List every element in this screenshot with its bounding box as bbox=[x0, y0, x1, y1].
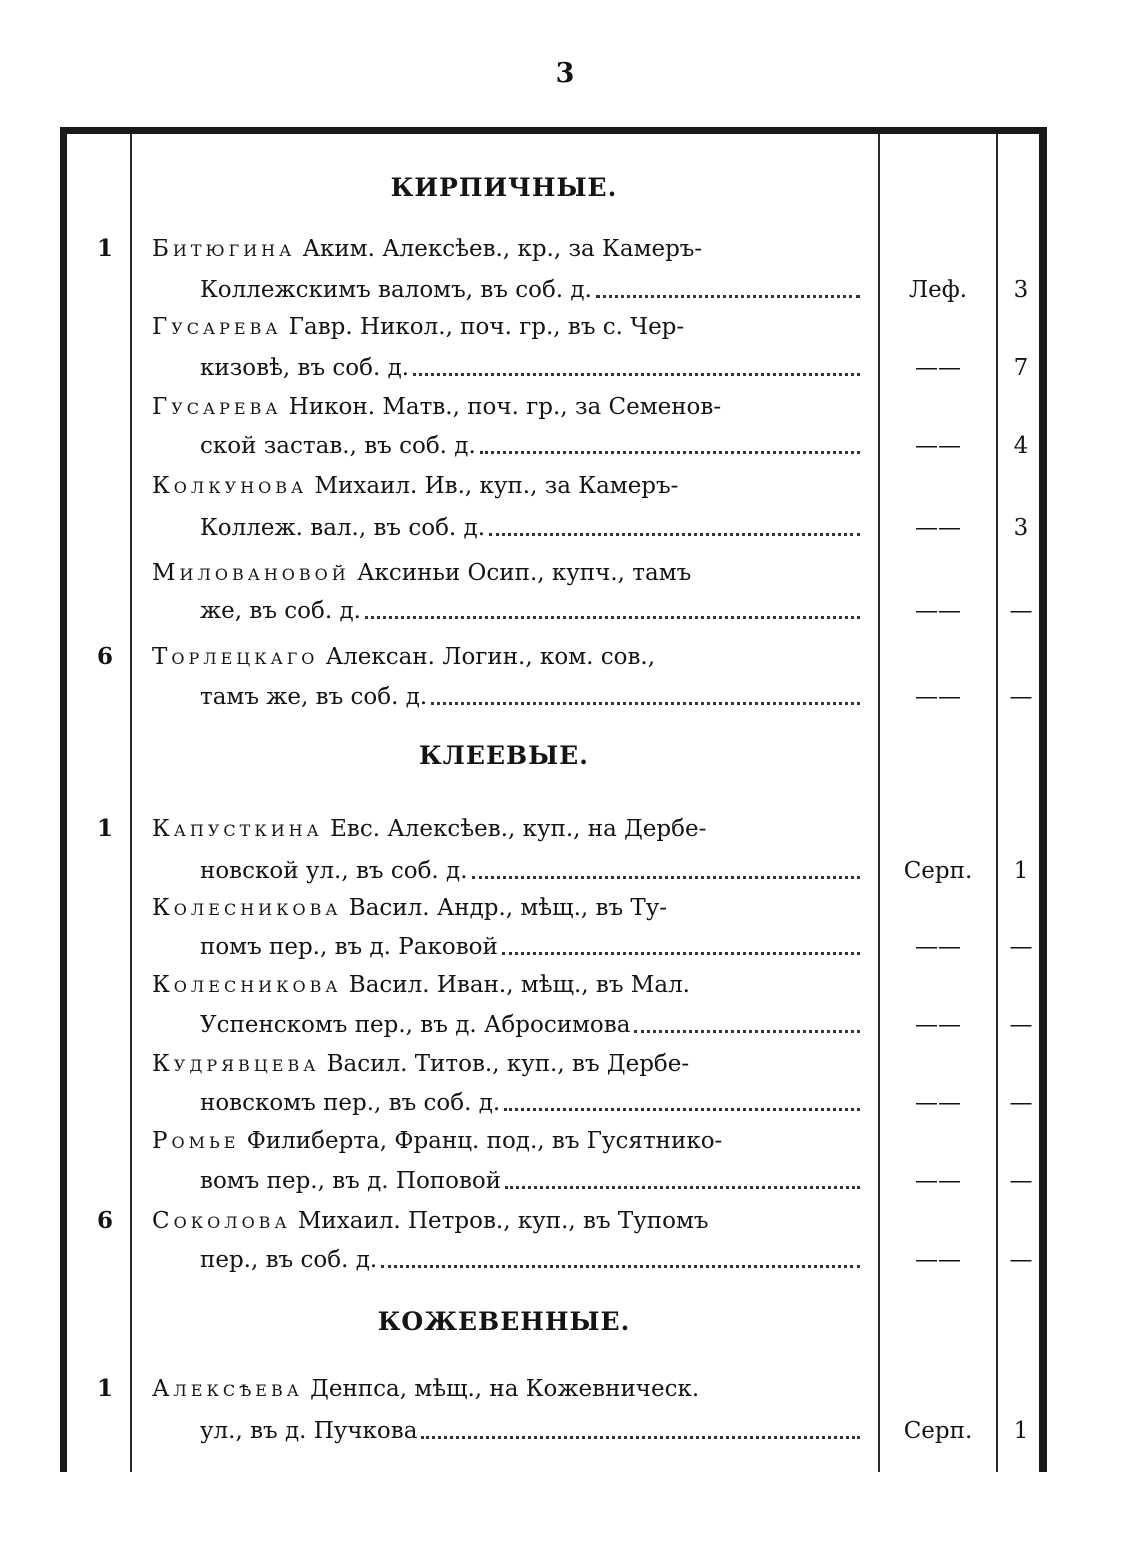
list-item-cont bbox=[60, 1084, 1047, 1122]
entry-line2: пер., въ соб. д. bbox=[200, 1247, 378, 1273]
list-item bbox=[60, 467, 1047, 505]
entry-name: Миловановой bbox=[152, 560, 350, 586]
entry-count: 7 bbox=[1013, 355, 1029, 381]
list-item-cont bbox=[60, 509, 1047, 547]
entry-count: 1 bbox=[1013, 858, 1029, 884]
entry-line1: Васил. Иван., мѣщ., въ Мал. bbox=[348, 972, 690, 998]
list-item bbox=[60, 1370, 1047, 1408]
list-item-cont bbox=[60, 1162, 1047, 1200]
list-item-cont bbox=[60, 928, 1047, 966]
entry-line1: Васил. Титов., куп., въ Дербе- bbox=[326, 1051, 690, 1077]
entry-line2: кизовѣ, въ соб. д. bbox=[200, 355, 410, 381]
entry-line2: же, въ соб. д. bbox=[200, 598, 361, 624]
entry-number: 6 bbox=[96, 1207, 113, 1234]
entry-place: Серп. bbox=[903, 1418, 973, 1444]
entry-line2: Коллеж. вал., въ соб. д. bbox=[200, 515, 486, 541]
list-item bbox=[60, 1045, 1047, 1083]
list-item-cont bbox=[60, 1006, 1047, 1044]
entry-number: 1 bbox=[96, 1375, 113, 1402]
entry-count: 3 bbox=[1013, 277, 1029, 303]
entry-line2: Коллежскимъ валомъ, въ соб. д. bbox=[200, 277, 592, 303]
entry-line2: ской застав., въ соб. д. bbox=[200, 433, 476, 459]
entry-number: 1 bbox=[96, 815, 113, 842]
list-item bbox=[60, 889, 1047, 927]
entry-name: Ромье bbox=[152, 1128, 240, 1154]
entry-place: —— bbox=[915, 1090, 961, 1116]
list-item bbox=[60, 638, 1047, 676]
entry-count: — bbox=[1009, 1012, 1033, 1038]
entry-place: —— bbox=[915, 355, 961, 381]
entry-name: Колесникова bbox=[152, 895, 342, 921]
list-item bbox=[60, 810, 1047, 848]
entry-name: Алексѣева bbox=[152, 1376, 303, 1402]
entry-line2: ул., въ д. Пучкова bbox=[200, 1418, 418, 1444]
entry-line1: Филиберта, Франц. под., въ Гусятнико- bbox=[246, 1128, 723, 1154]
entry-line1: Гавр. Никол., поч. гр., въ с. Чер- bbox=[288, 314, 685, 340]
list-item-cont bbox=[60, 271, 1047, 309]
list-item-cont bbox=[60, 427, 1047, 465]
page-number: 3 bbox=[555, 58, 575, 89]
entry-line1: Евс. Алексѣев., куп., на Дербе- bbox=[330, 816, 707, 842]
section-title: КЛЕЕВЫЕ. bbox=[419, 741, 589, 770]
entry-name: Колесникова bbox=[152, 972, 342, 998]
entry-name: Соколова bbox=[152, 1208, 291, 1234]
entry-count: — bbox=[1009, 934, 1033, 960]
entry-count: 4 bbox=[1013, 433, 1029, 459]
entry-number: 1 bbox=[96, 235, 113, 262]
entry-number: 6 bbox=[96, 643, 113, 670]
list-item bbox=[60, 1122, 1047, 1160]
entry-place: —— bbox=[915, 433, 961, 459]
entry-place: —— bbox=[915, 1012, 961, 1038]
entry-count: — bbox=[1009, 1247, 1033, 1273]
list-item-cont bbox=[60, 349, 1047, 387]
entry-place: Леф. bbox=[908, 277, 968, 303]
entry-line1: Алексан. Логин., ком. сов., bbox=[325, 644, 656, 670]
list-item bbox=[60, 966, 1047, 1004]
entry-name: Кудрявцева bbox=[152, 1051, 320, 1077]
entry-name: Битюгина bbox=[152, 236, 296, 262]
entry-line1: Васил. Андр., мѣщ., въ Ту- bbox=[348, 895, 668, 921]
list-item-cont bbox=[60, 1241, 1047, 1279]
list-item-cont bbox=[60, 852, 1047, 890]
list-item-cont bbox=[60, 678, 1047, 716]
entry-count: — bbox=[1009, 598, 1033, 624]
entry-line2: новской ул., въ соб. д. bbox=[200, 858, 468, 884]
section-title: КОЖЕВЕННЫЕ. bbox=[377, 1307, 631, 1336]
entry-line1: Михаил. Ив., куп., за Камеръ- bbox=[314, 473, 679, 499]
list-item bbox=[60, 230, 1047, 268]
entry-line1: Аким. Алексѣев., кр., за Камеръ- bbox=[302, 236, 703, 262]
list-item bbox=[60, 1202, 1047, 1240]
top-rule bbox=[60, 127, 1047, 134]
entry-name: Торлецкаго bbox=[152, 644, 319, 670]
section-title: КИРПИЧНЫЕ. bbox=[390, 173, 618, 202]
entry-place: —— bbox=[915, 1247, 961, 1273]
entry-place: —— bbox=[915, 1168, 961, 1194]
list-item bbox=[60, 388, 1047, 426]
entry-place: —— bbox=[915, 934, 961, 960]
entry-line1: Денпса, мѣщ., на Кожевническ. bbox=[310, 1376, 700, 1402]
entry-line2: вомъ пер., въ д. Поповой bbox=[200, 1168, 502, 1194]
entry-place: —— bbox=[915, 684, 961, 710]
entry-line1: Никон. Матв., поч. гр., за Семенов- bbox=[288, 394, 722, 420]
list-item bbox=[60, 308, 1047, 346]
table-frame bbox=[60, 127, 1047, 1472]
entry-line2: новскомъ пер., въ соб. д. bbox=[200, 1090, 501, 1116]
entry-line1: Аксиньи Осип., купч., тамъ bbox=[357, 560, 692, 586]
entry-count: — bbox=[1009, 684, 1033, 710]
list-item bbox=[60, 554, 1047, 592]
entry-name: Гусарева bbox=[152, 314, 282, 340]
entry-name: Капусткина bbox=[152, 816, 323, 842]
entry-line2: Успенскомъ пер., въ д. Абросимова bbox=[200, 1012, 631, 1038]
entry-line1: Михаил. Петров., куп., въ Тупомъ bbox=[297, 1208, 709, 1234]
entry-count: — bbox=[1009, 1090, 1033, 1116]
entry-line2: тамъ же, въ соб. д. bbox=[200, 684, 428, 710]
entry-place: —— bbox=[915, 598, 961, 624]
list-item-cont bbox=[60, 1412, 1047, 1450]
entry-count: — bbox=[1009, 1168, 1033, 1194]
entry-name: Гусарева bbox=[152, 394, 282, 420]
entry-line2: помъ пер., въ д. Раковой bbox=[200, 934, 498, 960]
entry-name: Колкунова bbox=[152, 473, 308, 499]
list-item-cont bbox=[60, 592, 1047, 630]
entry-count: 1 bbox=[1013, 1418, 1029, 1444]
entry-count: 3 bbox=[1013, 515, 1029, 541]
entry-place: Серп. bbox=[903, 858, 973, 884]
entry-place: —— bbox=[915, 515, 961, 541]
